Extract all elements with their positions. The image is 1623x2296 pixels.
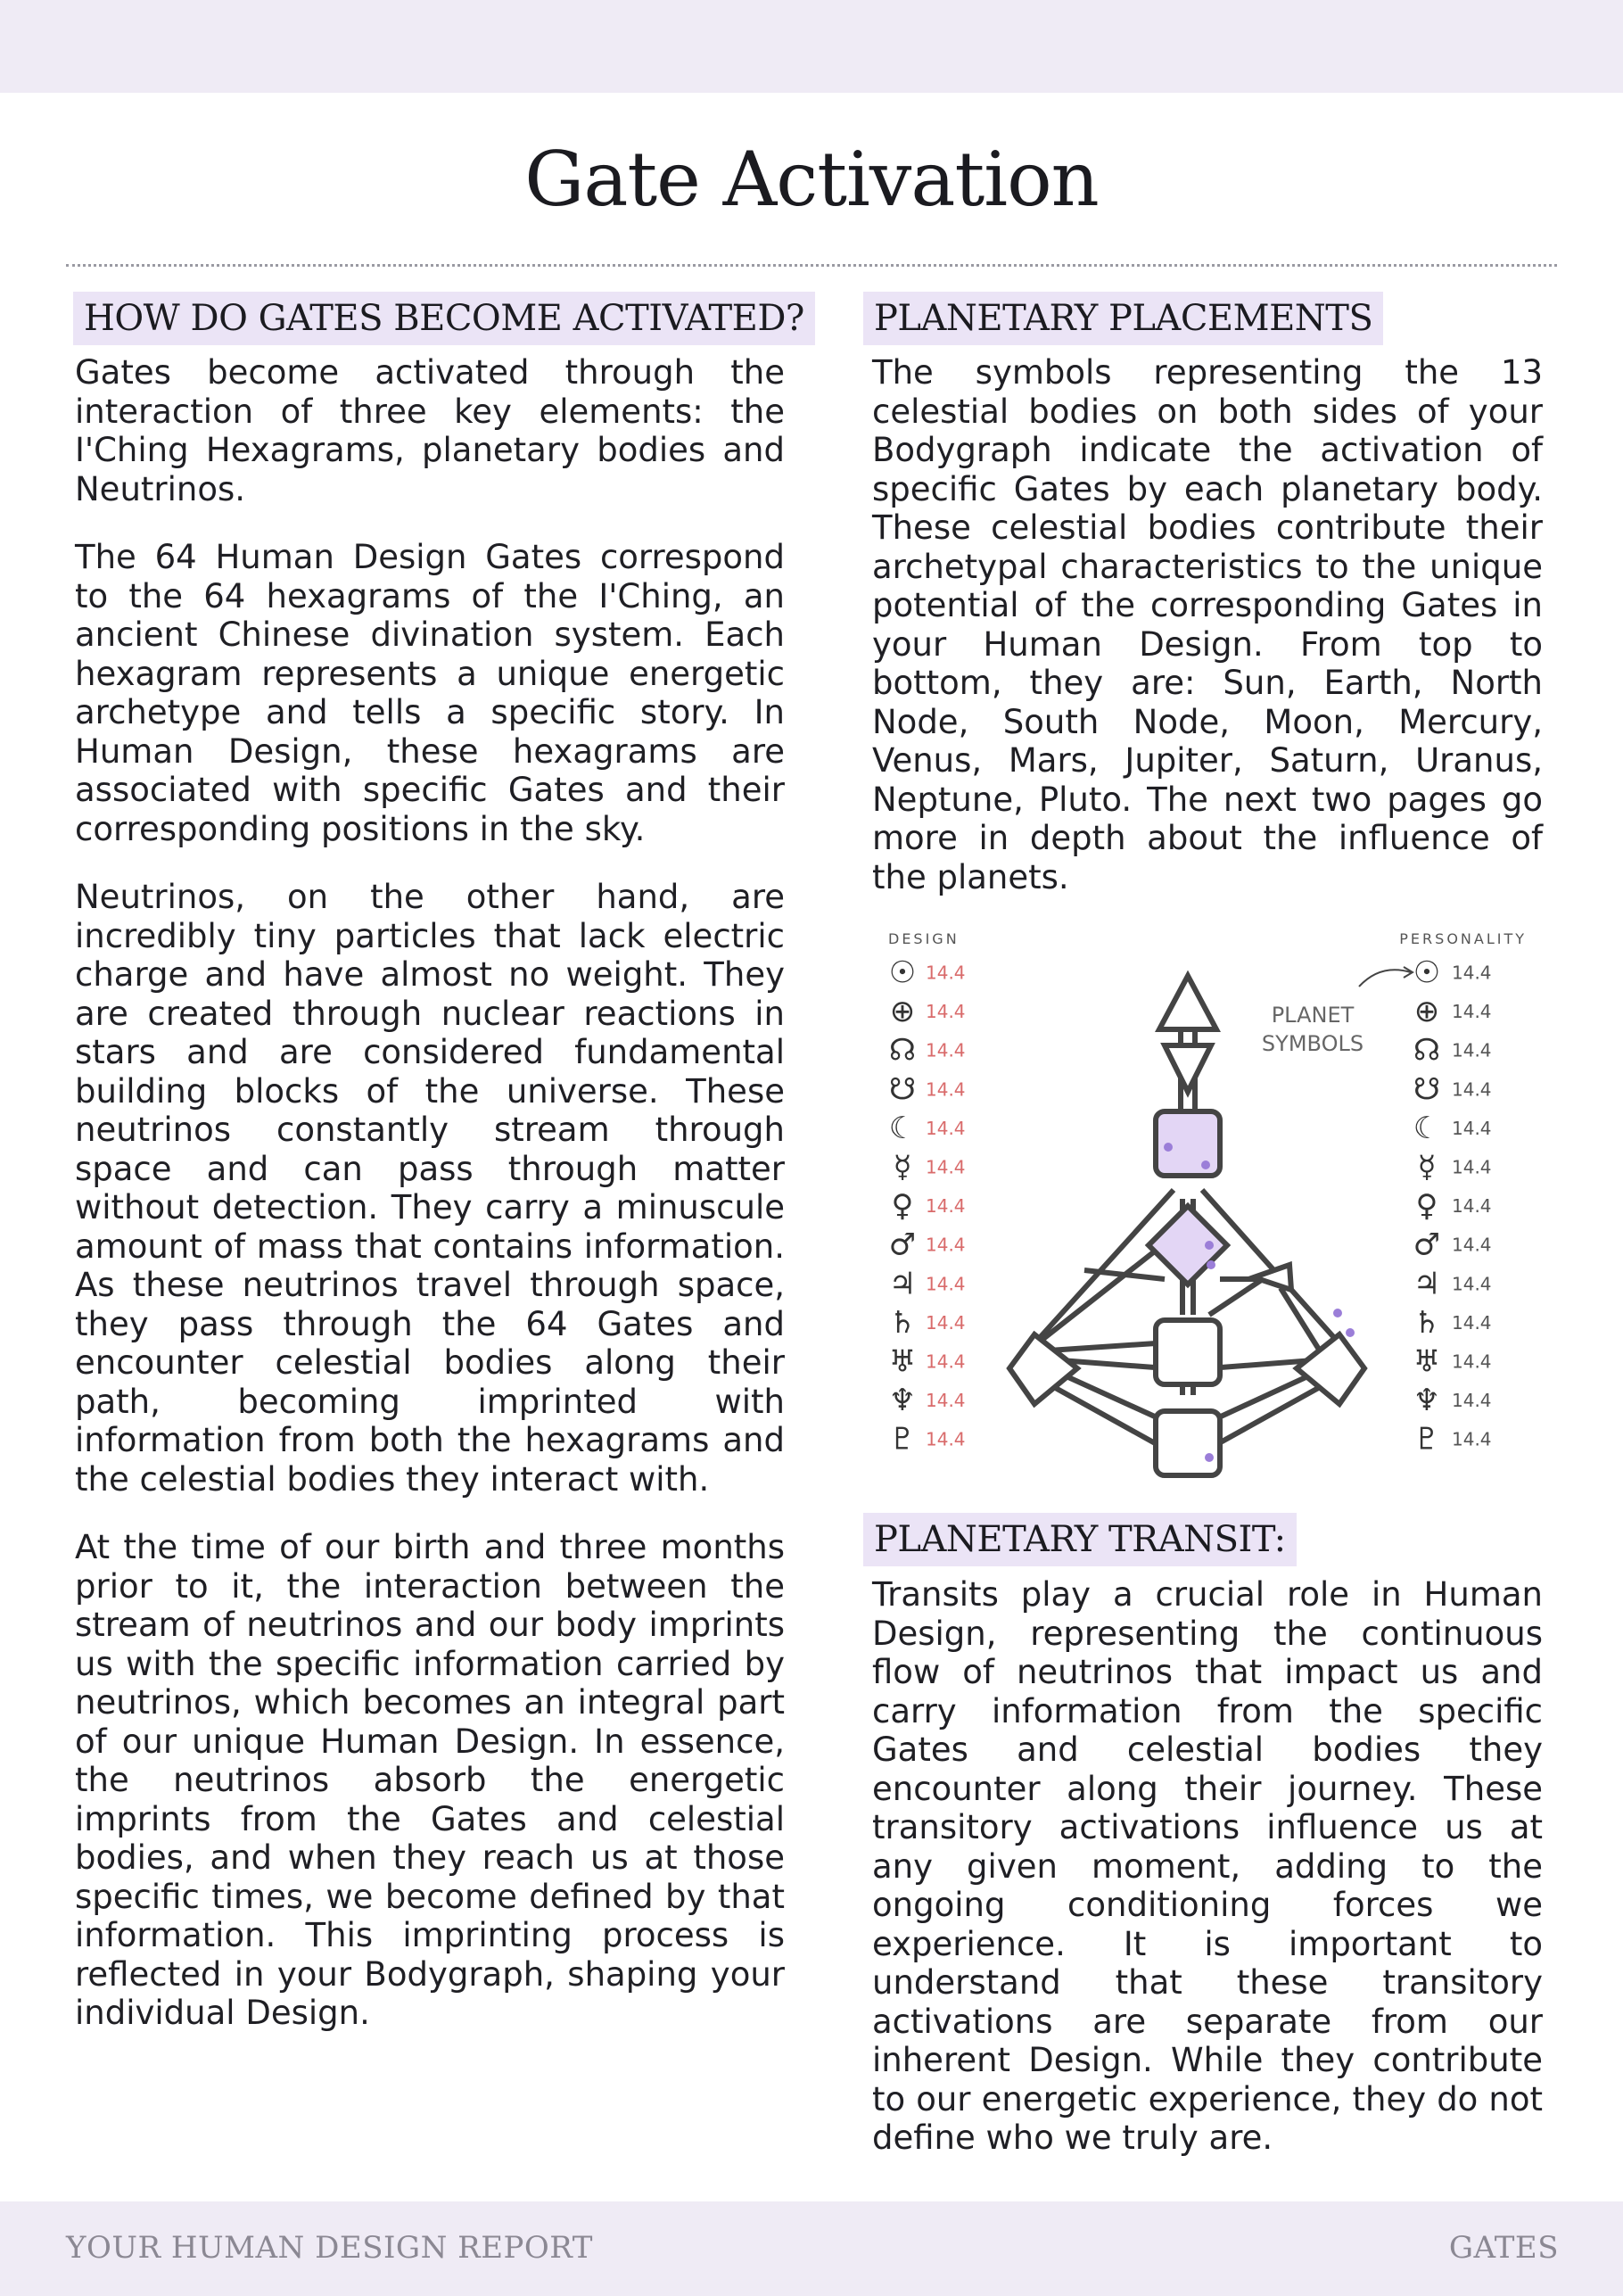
paragraph: At the time of our birth and three months prior to it, the interaction between the stream of neutrinos and our body imprints us with the specific information carried by neutrinos, which becomes an integral part of our unique Human Design. In essence, the neutrinos absorb the energetic imprints from the Gates and celestial bodies, and when they reach us at those specific times, we become defined by that information. This imprinting process is reflected in your Bodygraph, shaping your individual Design. (75, 1528, 785, 2032)
design-label: DESIGN (888, 930, 960, 947)
sun-design-icon: ☉ (888, 954, 917, 991)
neptune-personality-gate: 14.4 (1452, 1390, 1492, 1412)
north-node-personality-icon: ☊ (1413, 1032, 1441, 1069)
bodygraph-diagram (870, 922, 1541, 1486)
saturn-personality-gate: 14.4 (1452, 1311, 1492, 1334)
sun-personality-icon: ☉ (1413, 954, 1441, 991)
root-center (1156, 1411, 1220, 1475)
footer-section-name: GATES (1448, 2230, 1559, 2266)
venus-personality-icon: ♀ (1415, 1188, 1438, 1225)
mars-personality-gate: 14.4 (1452, 1234, 1492, 1256)
paragraph: Neutrinos, on the other hand, are incredibly tiny particles that lack electric charge and have almost no weight. They are created through nuclear reactions in stars and are considered fundamental building blocks of the universe. These neutrinos constantly stream through space and can pass through matter without detection. They carry a minuscule amount of mass that contains information. As these neutrinos travel through space, they pass through the 64 Gates and encounter celestial bodies along their path, becoming imprinted with information from both the hexagrams and the celestial bodies they interact with. (75, 878, 785, 1499)
head-center (1159, 976, 1216, 1029)
pluto-design-gate: 14.4 (926, 1428, 966, 1450)
throat-center (1156, 1111, 1220, 1176)
uranus-personality-icon: ♅ (1413, 1343, 1441, 1380)
north-node-design-icon: ☊ (888, 1032, 917, 1069)
moon-design-gate: 14.4 (926, 1117, 966, 1139)
saturn-personality-icon: ♄ (1413, 1304, 1441, 1341)
jupiter-design-icon: ♃ (888, 1266, 917, 1302)
personality-label: PERSONALITY (1399, 930, 1527, 947)
sun-design-gate: 14.4 (926, 962, 966, 984)
mars-design-gate: 14.4 (926, 1234, 966, 1256)
neptune-design-gate: 14.4 (926, 1390, 966, 1412)
ajna-center (1165, 1045, 1211, 1092)
south-node-personality-gate: 14.4 (1452, 1078, 1492, 1101)
paragraph: The 64 Human Design Gates correspond to the 64 hexagrams of the I'Ching, an ancient Chinese divination system. Each hexagram represents a unique energetic archetype and tells a specific story. In Human Design, these hexagrams are associated with specific Gates and their corresponding positions in the sky. (75, 538, 785, 848)
annotation-arrow (1359, 970, 1411, 987)
paragraph: Transits play a crucial role in Human Design, representing the continuous flow of neutrinos that impact us and carry information from the specific Gates and celestial bodies they encounter along their journey. These transitory activations influence us at any given moment, adding to the ongoing conditioning forces we experience. It is important to understand that these transitory activations are separate from our inherent Design. While they contribute to our energetic experience, they do not define who we truly are. (872, 1575, 1543, 2157)
heart-center (1254, 1265, 1291, 1290)
earth-personality-icon: ⊕ (1413, 994, 1440, 1030)
mercury-design-gate: 14.4 (926, 1156, 966, 1178)
moon-personality-icon: ☾ (1413, 1110, 1441, 1146)
personality-planet-column (1413, 955, 1492, 1458)
jupiter-personality-icon: ♃ (1413, 1266, 1441, 1302)
uranus-personality-gate: 14.4 (1452, 1350, 1492, 1373)
pluto-personality-gate: 14.4 (1452, 1428, 1492, 1450)
jupiter-personality-gate: 14.4 (1452, 1273, 1492, 1295)
paragraph: Gates become activated through the interaction of three key elements: the I'Ching Hexagrams, planetary bodies and Neutrinos. (75, 353, 785, 508)
neptune-personality-icon: ♆ (1413, 1383, 1441, 1419)
north-node-personality-gate: 14.4 (1452, 1039, 1492, 1061)
jupiter-design-gate: 14.4 (926, 1273, 966, 1295)
saturn-design-icon: ♄ (888, 1304, 917, 1341)
uranus-design-gate: 14.4 (926, 1350, 966, 1373)
top-band (0, 0, 1623, 93)
pluto-design-icon: ♇ (888, 1421, 917, 1458)
south-node-design-icon: ☋ (888, 1071, 917, 1108)
neptune-design-icon: ♆ (888, 1383, 917, 1419)
sacral-center (1156, 1320, 1220, 1384)
heading-planetary-placements: PLANETARY PLACEMENTS (863, 292, 1383, 345)
earth-design-gate: 14.4 (926, 1001, 966, 1023)
south-node-design-gate: 14.4 (926, 1078, 966, 1101)
pluto-personality-icon: ♇ (1413, 1421, 1441, 1458)
heading-planetary-transit: PLANETARY TRANSIT: (863, 1513, 1297, 1566)
uranus-design-icon: ♅ (888, 1343, 917, 1380)
design-planet-column (889, 955, 966, 1458)
heading-how-gates-activated: HOW DO GATES BECOME ACTIVATED? (73, 292, 815, 345)
mercury-personality-gate: 14.4 (1452, 1156, 1492, 1178)
north-node-design-gate: 14.4 (926, 1039, 966, 1061)
page-title: Gate Activation (524, 136, 1099, 223)
earth-design-icon: ⊕ (889, 994, 916, 1030)
planetary-placements-text (872, 353, 1543, 926)
sun-personality-gate: 14.4 (1452, 962, 1492, 984)
venus-personality-gate: 14.4 (1452, 1195, 1492, 1218)
mars-design-icon: ♂ (888, 1226, 917, 1263)
venus-design-gate: 14.4 (926, 1195, 966, 1218)
venus-design-icon: ♀ (891, 1188, 914, 1225)
mercury-design-icon: ☿ (893, 1149, 912, 1185)
dotted-divider (66, 264, 1557, 267)
annotation-symbols: SYMBOLS (1261, 1031, 1364, 1056)
south-node-personality-icon: ☋ (1413, 1071, 1441, 1108)
mars-personality-icon: ♂ (1413, 1226, 1441, 1263)
left-column-text (75, 353, 785, 2062)
earth-personality-gate: 14.4 (1452, 1001, 1492, 1023)
g-center (1149, 1206, 1227, 1284)
paragraph: The symbols representing the 13 celestial bodies on both sides of your Bodygraph indicate the activation of specific Gates by each planetary body. These celestial bodies contribute their archetypal characteristics to the unique potential of the corresponding Gates in your Human Design. From top to bottom, they are: Sun, Earth, North Node, South Node, Moon, Mercury, Venus, Mars, Jupiter, Saturn, Uranus, Neptune, Pluto. The next two pages go more in depth about the influence of the planets. (872, 353, 1543, 896)
planetary-transit-text (872, 1575, 1543, 2187)
saturn-design-gate: 14.4 (926, 1311, 966, 1334)
footer-report-title: YOUR HUMAN DESIGN REPORT (66, 2230, 593, 2266)
moon-personality-gate: 14.4 (1452, 1117, 1492, 1139)
annotation-planet: PLANET (1271, 1003, 1355, 1028)
mercury-personality-icon: ☿ (1417, 1149, 1437, 1185)
moon-design-icon: ☾ (888, 1110, 917, 1146)
